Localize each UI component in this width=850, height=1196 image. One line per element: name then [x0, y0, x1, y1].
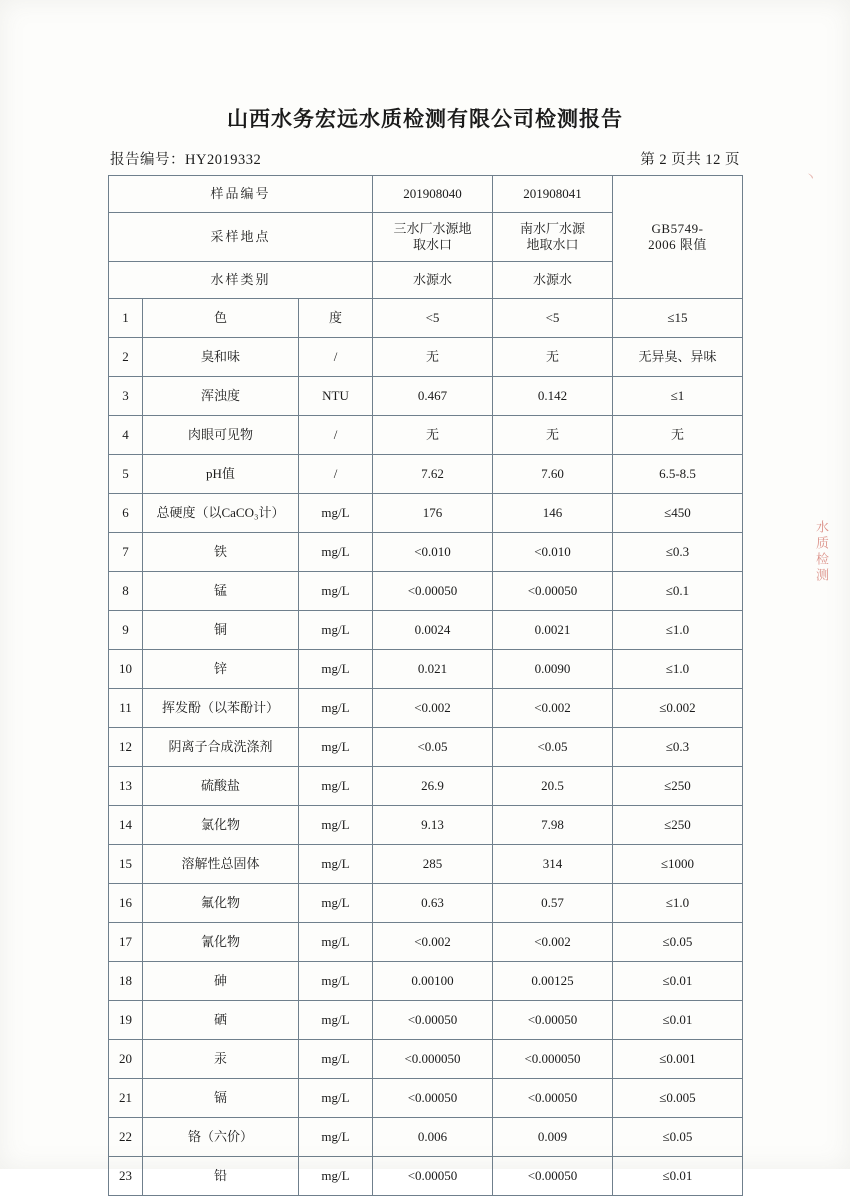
table-row	[109, 533, 743, 572]
parameter-name: 锌	[143, 650, 299, 689]
water-type-2: 水源水	[493, 262, 613, 299]
table-row	[109, 1118, 743, 1157]
row-index: 13	[109, 767, 143, 806]
unit: mg/L	[299, 650, 373, 689]
table-row	[109, 767, 743, 806]
value-sample-2: 0.0090	[493, 650, 613, 689]
row-index: 1	[109, 299, 143, 338]
table-row	[109, 416, 743, 455]
row-index: 8	[109, 572, 143, 611]
standard-limit: ≤0.01	[613, 962, 743, 1001]
standard-limit: ≤450	[613, 494, 743, 533]
value-sample-2: <0.002	[493, 923, 613, 962]
sample-no-1: 201908040	[373, 176, 493, 213]
value-sample-2: <0.00050	[493, 1157, 613, 1196]
row-index: 19	[109, 1001, 143, 1040]
standard-limit: ≤1.0	[613, 611, 743, 650]
parameter-name: 氯化物	[143, 806, 299, 845]
parameter-name: 氰化物	[143, 923, 299, 962]
parameter-name: 浑浊度	[143, 377, 299, 416]
row-index: 18	[109, 962, 143, 1001]
unit: mg/L	[299, 728, 373, 767]
unit: mg/L	[299, 689, 373, 728]
unit: /	[299, 338, 373, 377]
standard-line-1: GB5749-	[651, 220, 704, 236]
table-row	[109, 962, 743, 1001]
parameter-name: 汞	[143, 1040, 299, 1079]
value-sample-2: 0.142	[493, 377, 613, 416]
parameter-name: 砷	[143, 962, 299, 1001]
standard-limit: ≤0.01	[613, 1157, 743, 1196]
unit: /	[299, 455, 373, 494]
unit: mg/L	[299, 1157, 373, 1196]
value-sample-1: 285	[373, 845, 493, 884]
value-sample-1: <0.00050	[373, 572, 493, 611]
parameter-name: 色	[143, 299, 299, 338]
value-sample-2: 0.00125	[493, 962, 613, 1001]
table-row	[109, 299, 743, 338]
standard-limit: ≤0.05	[613, 1118, 743, 1157]
table-row	[109, 884, 743, 923]
unit: mg/L	[299, 1079, 373, 1118]
table-row	[109, 494, 743, 533]
value-sample-2: 314	[493, 845, 613, 884]
scan-margin-mark-2: 水质检测	[814, 520, 829, 584]
sampling-site-2: 南水厂水源 地取水口	[493, 213, 613, 262]
unit: mg/L	[299, 1001, 373, 1040]
value-sample-1: <0.00050	[373, 1079, 493, 1118]
unit: mg/L	[299, 572, 373, 611]
value-sample-1: 0.00100	[373, 962, 493, 1001]
table-row	[109, 1157, 743, 1196]
value-sample-1: 无	[373, 416, 493, 455]
row-index: 2	[109, 338, 143, 377]
row-index: 23	[109, 1157, 143, 1196]
row-index: 21	[109, 1079, 143, 1118]
row-index: 6	[109, 494, 143, 533]
unit: mg/L	[299, 923, 373, 962]
parameter-name: 臭和味	[143, 338, 299, 377]
table-row	[109, 1040, 743, 1079]
table-row	[109, 338, 743, 377]
page-title: 山西水务宏远水质检测有限公司检测报告	[227, 108, 623, 131]
table-row	[109, 611, 743, 650]
unit: 度	[299, 299, 373, 338]
value-sample-2: 无	[493, 416, 613, 455]
value-sample-1: <0.002	[373, 689, 493, 728]
standard-limit: 6.5-8.5	[613, 455, 743, 494]
row-index: 10	[109, 650, 143, 689]
table-row	[109, 728, 743, 767]
value-sample-2: 7.98	[493, 806, 613, 845]
parameter-name: 铜	[143, 611, 299, 650]
unit: mg/L	[299, 884, 373, 923]
value-sample-1: <0.05	[373, 728, 493, 767]
value-sample-2: 146	[493, 494, 613, 533]
standard-limit: ≤0.002	[613, 689, 743, 728]
row-index: 22	[109, 1118, 143, 1157]
value-sample-1: 26.9	[373, 767, 493, 806]
value-sample-2: 0.57	[493, 884, 613, 923]
unit: mg/L	[299, 611, 373, 650]
standard-limit: ≤1.0	[613, 884, 743, 923]
parameter-name: 铅	[143, 1157, 299, 1196]
standard-limit: ≤1	[613, 377, 743, 416]
unit: mg/L	[299, 806, 373, 845]
parameter-name: 挥发酚（以苯酚计）	[143, 689, 299, 728]
sample-no-label: 样品编号	[109, 176, 373, 213]
table-header-sample-no	[109, 176, 743, 213]
table-row	[109, 923, 743, 962]
unit: mg/L	[299, 1040, 373, 1079]
value-sample-1: <0.000050	[373, 1040, 493, 1079]
standard-limit: ≤0.005	[613, 1079, 743, 1118]
unit: NTU	[299, 377, 373, 416]
standard-limit: ≤15	[613, 299, 743, 338]
standard-limit: ≤1.0	[613, 650, 743, 689]
row-index: 4	[109, 416, 143, 455]
value-sample-2: 20.5	[493, 767, 613, 806]
value-sample-1: <5	[373, 299, 493, 338]
table-row	[109, 650, 743, 689]
parameter-name: 硒	[143, 1001, 299, 1040]
row-index: 11	[109, 689, 143, 728]
standard-limit: ≤250	[613, 767, 743, 806]
unit: mg/L	[299, 494, 373, 533]
sampling-site-label: 采样地点	[109, 213, 373, 262]
standard-limit: ≤0.001	[613, 1040, 743, 1079]
unit: /	[299, 416, 373, 455]
value-sample-1: <0.002	[373, 923, 493, 962]
row-index: 5	[109, 455, 143, 494]
table-row	[109, 455, 743, 494]
table-row	[109, 1001, 743, 1040]
row-index: 20	[109, 1040, 143, 1079]
value-sample-2: <0.00050	[493, 1079, 613, 1118]
value-sample-1: 0.006	[373, 1118, 493, 1157]
value-sample-2: <0.000050	[493, 1040, 613, 1079]
water-type-label: 水样类别	[109, 262, 373, 299]
value-sample-1: <0.00050	[373, 1001, 493, 1040]
table-row	[109, 689, 743, 728]
value-sample-1: 0.0024	[373, 611, 493, 650]
value-sample-2: 0.009	[493, 1118, 613, 1157]
standard-line-2: 2006 限值	[648, 237, 707, 252]
value-sample-1: 0.021	[373, 650, 493, 689]
standard-limit: ≤0.1	[613, 572, 743, 611]
value-sample-2: <0.002	[493, 689, 613, 728]
table-row	[109, 806, 743, 845]
parameter-name: 阴离子合成洗涤剂	[143, 728, 299, 767]
report-number-value: HY2019332	[185, 152, 262, 168]
row-index: 17	[109, 923, 143, 962]
row-index: 12	[109, 728, 143, 767]
water-quality-table	[108, 175, 743, 1196]
unit: mg/L	[299, 767, 373, 806]
standard-limit: ≤0.01	[613, 1001, 743, 1040]
parameter-name: 铁	[143, 533, 299, 572]
standard-limit: ≤0.05	[613, 923, 743, 962]
standard-limit-header	[613, 176, 743, 299]
value-sample-2: <0.00050	[493, 1001, 613, 1040]
report-number-label: 报告编号：	[110, 152, 185, 168]
value-sample-2: 0.0021	[493, 611, 613, 650]
row-index: 3	[109, 377, 143, 416]
sampling-site-1: 三水厂水源地 取水口	[373, 213, 493, 262]
unit: mg/L	[299, 845, 373, 884]
value-sample-2: 无	[493, 338, 613, 377]
row-index: 9	[109, 611, 143, 650]
parameter-name: 肉眼可见物	[143, 416, 299, 455]
value-sample-1: <0.00050	[373, 1157, 493, 1196]
parameter-name: 溶解性总固体	[143, 845, 299, 884]
row-index: 15	[109, 845, 143, 884]
row-index: 7	[109, 533, 143, 572]
parameter-name: pH值	[143, 455, 299, 494]
unit: mg/L	[299, 962, 373, 1001]
standard-limit: ≤0.3	[613, 533, 743, 572]
value-sample-2: <5	[493, 299, 613, 338]
report-meta	[110, 148, 740, 169]
row-index: 14	[109, 806, 143, 845]
value-sample-2: 7.60	[493, 455, 613, 494]
value-sample-2: <0.00050	[493, 572, 613, 611]
value-sample-1: 无	[373, 338, 493, 377]
unit: mg/L	[299, 1118, 373, 1157]
standard-limit: ≤250	[613, 806, 743, 845]
parameter-name: 硫酸盐	[143, 767, 299, 806]
value-sample-1: 176	[373, 494, 493, 533]
page-indicator: 第 2 页共 12 页	[640, 152, 740, 168]
parameter-name: 氟化物	[143, 884, 299, 923]
standard-limit: ≤0.3	[613, 728, 743, 767]
report-number	[110, 148, 261, 169]
value-sample-2: <0.010	[493, 533, 613, 572]
standard-limit: 无异臭、异味	[613, 338, 743, 377]
scan-margin-mark-1: 丶	[802, 170, 817, 186]
value-sample-2: <0.05	[493, 728, 613, 767]
value-sample-1: 0.467	[373, 377, 493, 416]
sample-no-2: 201908041	[493, 176, 613, 213]
water-type-1: 水源水	[373, 262, 493, 299]
parameter-name: 铬（六价）	[143, 1118, 299, 1157]
standard-limit: ≤1000	[613, 845, 743, 884]
table-row	[109, 572, 743, 611]
table-row	[109, 845, 743, 884]
value-sample-1: 0.63	[373, 884, 493, 923]
unit: mg/L	[299, 533, 373, 572]
row-index: 16	[109, 884, 143, 923]
parameter-name: 锰	[143, 572, 299, 611]
table-row	[109, 377, 743, 416]
parameter-name: 镉	[143, 1079, 299, 1118]
table-row	[109, 1079, 743, 1118]
parameter-name: 总硬度（以CaCO₃计）	[143, 494, 299, 533]
value-sample-1: 9.13	[373, 806, 493, 845]
value-sample-1: <0.010	[373, 533, 493, 572]
value-sample-1: 7.62	[373, 455, 493, 494]
standard-limit: 无	[613, 416, 743, 455]
